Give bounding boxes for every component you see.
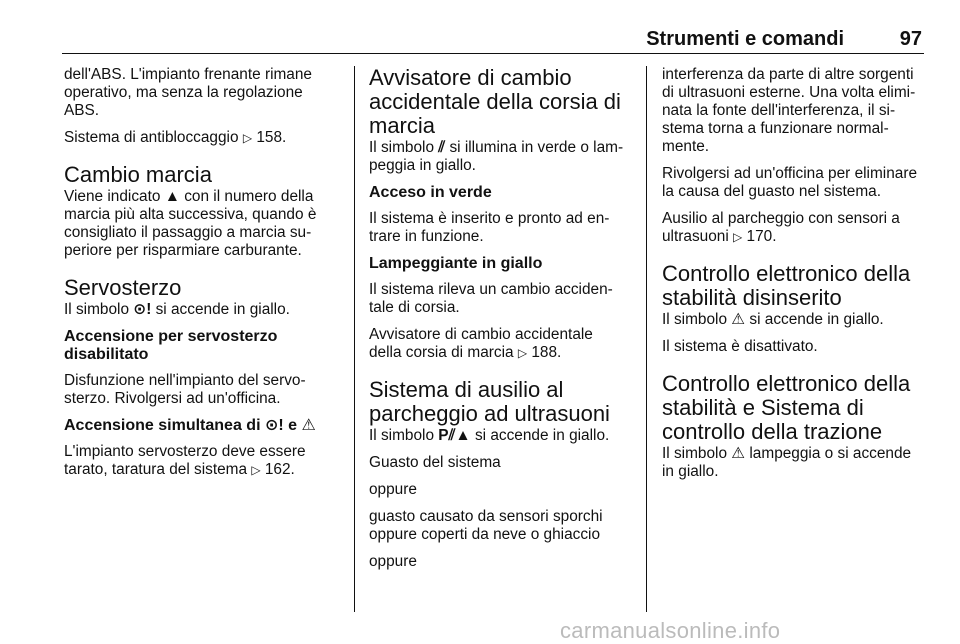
steering-simultaneous-subheading: Accensione simultanea di ⊙! e ⚠ bbox=[64, 417, 316, 434]
parking-fault: Guasto del sistema bbox=[369, 454, 501, 471]
watermark: carmanualsonline.info bbox=[560, 618, 781, 643]
lane-text: Il simbolo ⫽ si illumina in verde o lam- peggia in giallo. bbox=[369, 139, 624, 174]
parking-or-2: oppure bbox=[369, 553, 417, 570]
section-title: Strumenti e comandi bbox=[646, 28, 844, 50]
lane-page-link[interactable]: 188. bbox=[531, 344, 562, 361]
steering-disabled-text: Disfunzione nell'impianto del servo- sterzo. Rivolgersi ad un'officina. bbox=[64, 372, 306, 407]
steering-calibration-text: L'impianto servosterzo deve essere tarato, taratura del sistema ▷ 162. bbox=[64, 443, 306, 478]
page-number: 97 bbox=[899, 28, 922, 50]
esc-heading: Controllo elettronico della stabilità e Sistema di controllo della trazione bbox=[662, 371, 911, 444]
column-1 bbox=[64, 66, 345, 488]
lane-reference: Avvisatore di cambio accidentale della corsia di marcia ▷ 188. bbox=[369, 326, 593, 361]
page-reference-icon: ▷ bbox=[242, 131, 253, 145]
column-3 bbox=[662, 66, 927, 490]
page-reference-icon: ▷ bbox=[517, 346, 528, 360]
column-divider-1 bbox=[354, 66, 355, 612]
page-reference-icon: ▷ bbox=[251, 463, 261, 477]
steering-text: Il simbolo ⊙! si accende in giallo. bbox=[64, 301, 290, 318]
parking-reference: Ausilio al parcheggio con sensori a ultrasuoni ▷ 170. bbox=[662, 210, 900, 245]
esc-warning-icon: ⚠ bbox=[301, 417, 316, 434]
abs-reference: Sistema di antibloccaggio ▷ 158. bbox=[64, 129, 287, 146]
lane-departure-icon: ⫽ bbox=[438, 139, 446, 156]
header-divider bbox=[62, 53, 924, 54]
yellow-subheading: Lampeggiante in giallo bbox=[369, 255, 543, 272]
column-2 bbox=[369, 66, 635, 580]
esc-off-disabled: Il sistema è disattivato. bbox=[662, 338, 818, 355]
power-steering-icon: ⊙! bbox=[133, 301, 152, 318]
abs-page-link[interactable]: 158. bbox=[256, 129, 287, 146]
steering-disabled-subheading: Accensione per servosterzo disabilitato bbox=[64, 328, 278, 363]
lane-heading: Avvisatore di cambio accidentale della corsia di marcia bbox=[369, 65, 621, 138]
parking-dirty: guasto causato da sensori sporchi oppure coperti da neve o ghiaccio bbox=[369, 508, 603, 543]
gear-heading: Cambio marcia bbox=[64, 162, 212, 187]
calibration-page-link[interactable]: 162. bbox=[264, 461, 295, 478]
esc-warning-icon: ⚠ bbox=[731, 445, 746, 462]
esc-off-text: Il simbolo ⚠ si accende in giallo. bbox=[662, 311, 884, 328]
parking-page-link[interactable]: 170. bbox=[746, 228, 777, 245]
parking-assist-icon: P⫽▲ bbox=[438, 427, 471, 444]
parking-text: Il simbolo P⫽▲ si accende in giallo. bbox=[369, 427, 610, 444]
esc-off-icon: ⚠ bbox=[731, 311, 746, 328]
workshop-text: Rivolgersi ad un'officina per eliminare la causa del guasto nel sistema. bbox=[662, 165, 918, 200]
esc-text: Il simbolo ⚠ lampeggia o si accende in giallo. bbox=[662, 445, 912, 480]
interference-text: interferenza da parte di altre sorgenti di ultrasuoni esterne. Una volta elimi- nata la fonte dell'interferenza, il si- stema torna a funzionare normal- mente. bbox=[662, 66, 916, 155]
green-text: Il sistema è inserito e pronto ad en- trare in funzione. bbox=[369, 210, 610, 245]
yellow-text: Il sistema rileva un cambio acciden- tale di corsia. bbox=[369, 281, 613, 316]
gear-text: Viene indicato ▲ con il numero della marcia più alta successiva, quando è consigliato il passaggio a marcia su- periore per risparmiare carburante. bbox=[64, 188, 317, 259]
power-steering-icon: ⊙! bbox=[264, 417, 284, 434]
page-header bbox=[62, 28, 922, 52]
parking-heading: Sistema di ausilio al parcheggio ad ultrasuoni bbox=[369, 377, 610, 426]
steering-heading: Servosterzo bbox=[64, 275, 182, 300]
page-reference-icon: ▷ bbox=[733, 230, 743, 244]
abs-continuation: dell'ABS. L'impianto frenante rimane operativo, ma senza la regolazione ABS. bbox=[64, 66, 312, 119]
esc-off-heading: Controllo elettronico della stabilità disinserito bbox=[662, 261, 911, 310]
parking-or-1: oppure bbox=[369, 481, 417, 498]
green-subheading: Acceso in verde bbox=[369, 184, 492, 201]
gear-shift-icon: ▲ bbox=[164, 188, 180, 205]
column-divider-2 bbox=[646, 66, 647, 612]
